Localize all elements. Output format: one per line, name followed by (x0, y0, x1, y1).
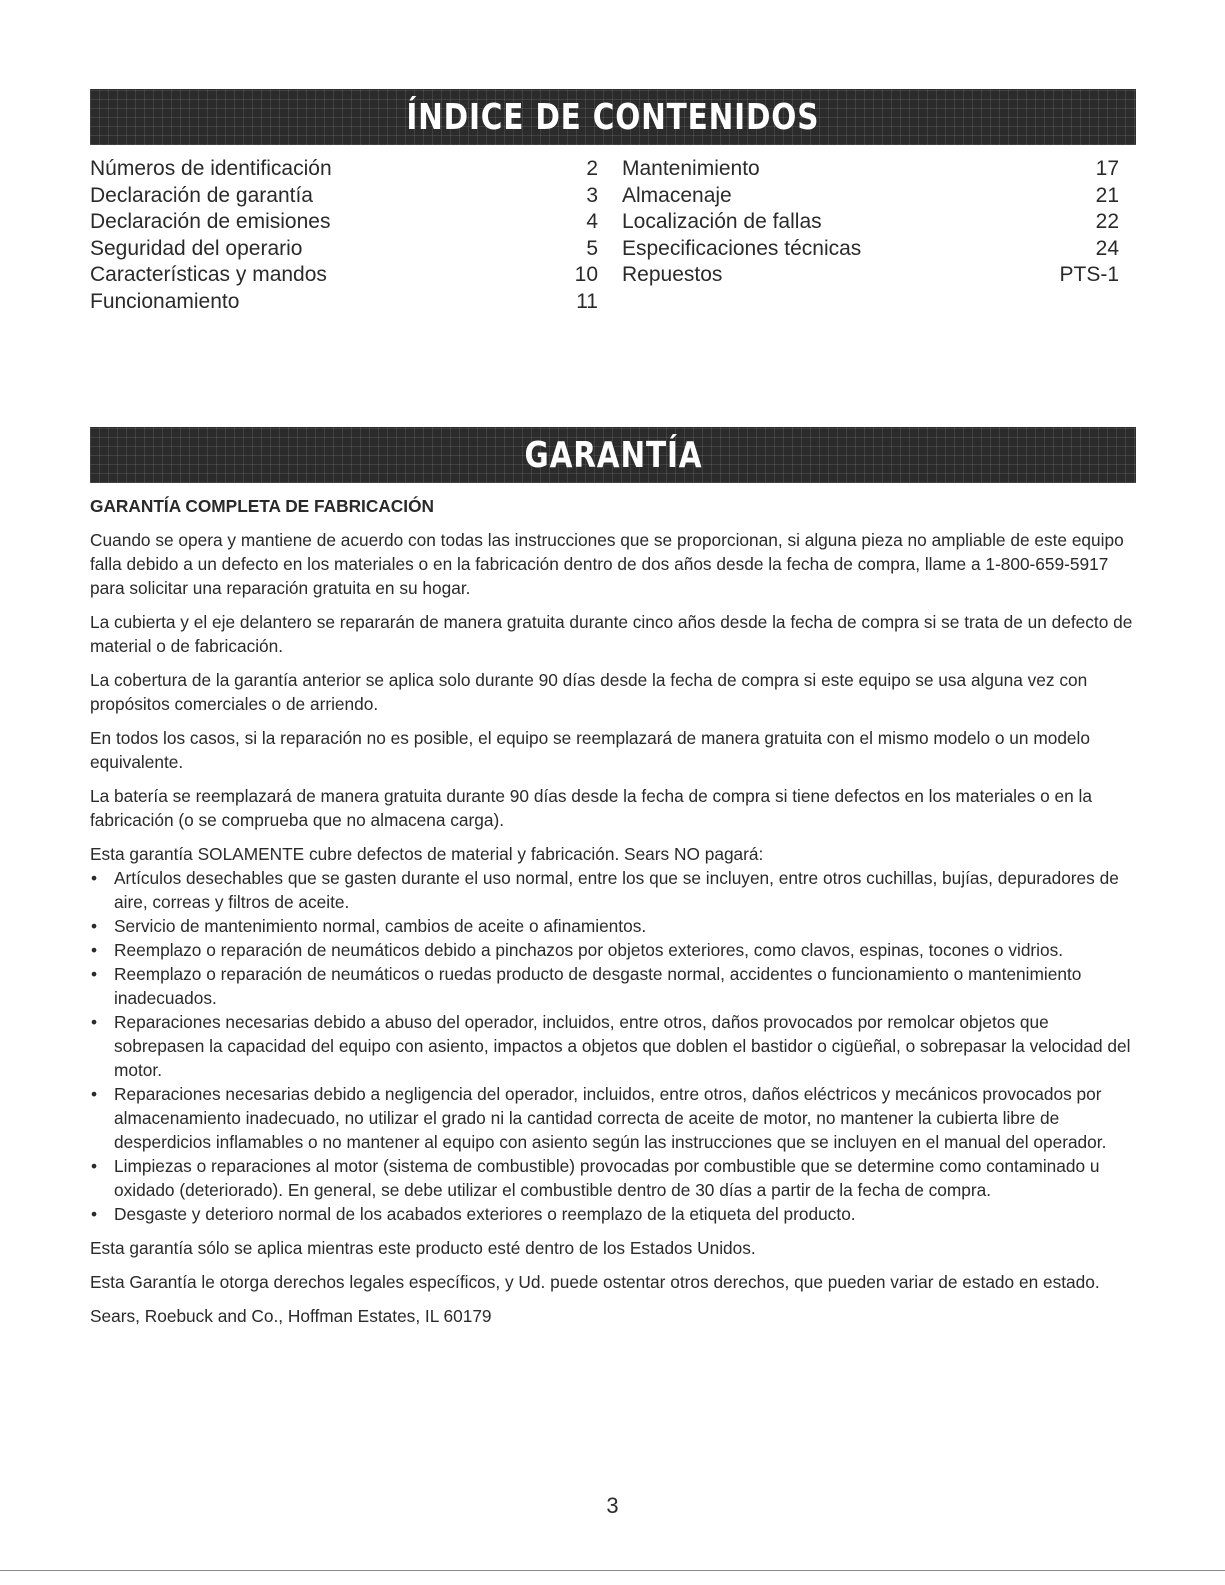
toc-entry[interactable] (622, 236, 1119, 263)
toc-right-column (622, 156, 1119, 289)
toc-entry-page: 24 (1095, 236, 1119, 260)
closing-paragraph: Esta garantía sólo se aplica mientras este producto esté dentro de los Estados Unidos. (90, 1238, 756, 1258)
toc-entry-label: Características y mandos (90, 263, 327, 286)
warranty-paragraph: En todos los casos, si la reparación no es posible, el equipo se reemplazará de manera gratuita con el mismo modelo o un modelo equivalente. (90, 728, 1090, 772)
toc-entry-page: 21 (1095, 183, 1119, 207)
toc-entry[interactable] (90, 236, 598, 263)
warranty-paragraph: La cubierta y el eje delantero se repararán de manera gratuita durante cinco años desde la fecha de compra si se trata de un defecto de material o de fabricación. (90, 612, 1133, 656)
toc-entry-label: Declaración de emisiones (90, 210, 331, 233)
list-item: • Desgaste y deterioro normal de los acabados exteriores o reemplazo de la etiqueta del producto. (90, 1202, 1135, 1226)
list-item: • Reparaciones necesarias debido a abuso del operador, incluidos, entre otros, daños provocados por remolcar objetos que sobrepasen la capacidad del equipo con asiento, impactos a objetos que doblen el bastidor o cigüeñal, o sobrepasar la velocidad del motor. (90, 1010, 1135, 1082)
toc-entry[interactable] (622, 262, 1119, 289)
warranty-body (90, 494, 1135, 1338)
warranty-banner (90, 427, 1136, 483)
toc-entry[interactable] (90, 262, 598, 289)
closing-paragraph: Esta Garantía le otorga derechos legales específicos, y Ud. puede ostentar otros derechos, que pueden variar de estado en estado. (90, 1272, 1100, 1292)
page-number: 3 (606, 1493, 619, 1518)
company-address: Sears, Roebuck and Co., Hoffman Estates, IL 60179 (90, 1306, 492, 1326)
toc-entry-page: 3 (586, 183, 598, 207)
list-item: • Limpiezas o reparaciones al motor (sistema de combustible) provocadas por combustible que se determine como contaminado u oxidado (deteriorado). En general, se debe utilizar el combustible dentro de 30 días a partir de la fecha de compra. (90, 1154, 1135, 1202)
toc-entry[interactable] (90, 209, 598, 236)
toc-entry-label: Números de identificación (90, 157, 332, 180)
toc-entry[interactable] (90, 289, 598, 316)
toc-entry-label: Mantenimiento (622, 157, 760, 180)
toc-left-column (90, 156, 598, 315)
toc-entry-page: 11 (576, 289, 598, 313)
toc-entry[interactable] (622, 156, 1119, 183)
toc-entry[interactable] (622, 183, 1119, 210)
exclusions-list (90, 866, 1135, 1226)
toc-entry-page: 17 (1095, 157, 1119, 180)
toc-entry-page: 5 (586, 236, 598, 260)
toc-banner (90, 89, 1136, 145)
toc-entry-label: Funcionamiento (90, 289, 240, 313)
list-item: • Servicio de mantenimiento normal, cambios de aceite o afinamientos. (90, 914, 1135, 938)
toc-entry-label: Especificaciones técnicas (622, 236, 862, 260)
toc-entry-label: Repuestos (622, 263, 723, 286)
toc-entry[interactable] (622, 209, 1119, 236)
toc-title: ÍNDICE DE CONTENIDOS (406, 96, 820, 138)
exclusions-intro: Esta garantía SOLAMENTE cubre defectos de material y fabricación. Sears NO pagará: (90, 844, 764, 864)
toc-entry-page: 10 (574, 263, 598, 286)
warranty-paragraph: La cobertura de la garantía anterior se aplica solo durante 90 días desde la fecha de compra si este equipo se usa alguna vez con propósitos comerciales o de arriendo. (90, 670, 1088, 714)
toc-entry[interactable] (90, 183, 598, 210)
toc-entry-page: 2 (586, 157, 598, 180)
warranty-paragraph: Cuando se opera y mantiene de acuerdo con todas las instrucciones que se proporcionan, si alguna pieza no ampliable de este equipo falla debido a un defecto en los materiales o en la fabricación dentro de dos años desde la fecha de compra, llame a 1-800-659-5917 para solicitar una reparación gratuita en su hogar. (90, 530, 1124, 598)
list-item: • Reemplazo o reparación de neumáticos o ruedas producto de desgaste normal, accidentes o funcionamiento o mantenimiento inadecuados. (90, 962, 1135, 1010)
list-item: • Reparaciones necesarias debido a negligencia del operador, incluidos, entre otros, daños eléctricos y mecánicos provocados por almacenamiento inadecuado, no utilizar el grado ni la cantidad correcta de aceite de motor, no mantener la cubierta libre de desperdicios inflamables o no mantener al equipo con asiento según las instrucciones que se incluyen en el manual del operador. (90, 1082, 1135, 1154)
warranty-title: GARANTÍA (524, 434, 702, 476)
toc-entry-page: 4 (586, 210, 598, 233)
toc-entry-label: Declaración de garantía (90, 183, 313, 207)
toc-entry-label: Seguridad del operario (90, 236, 303, 260)
toc-entry[interactable] (90, 156, 598, 183)
toc-entry-page: PTS-1 (1059, 263, 1119, 286)
toc-entry-page: 22 (1095, 210, 1119, 233)
toc-entry-label: Localización de fallas (622, 210, 822, 233)
list-item: • Reemplazo o reparación de neumáticos debido a pinchazos por objetos exteriores, como clavos, espinas, tocones o vidrios. (90, 938, 1135, 962)
warranty-heading: GARANTÍA COMPLETA DE FABRICACIÓN (90, 496, 435, 516)
toc-entry-label: Almacenaje (622, 183, 732, 207)
list-item: • Artículos desechables que se gasten durante el uso normal, entre los que se incluyen, entre otros cuchillas, bujías, depuradores de aire, correas y filtros de aceite. (90, 866, 1135, 914)
bottom-divider (0, 1570, 1225, 1571)
warranty-paragraph: La batería se reemplazará de manera gratuita durante 90 días desde la fecha de compra si tiene defectos en los materiales o en la fabricación (o se comprueba que no almacena carga). (90, 786, 1092, 830)
